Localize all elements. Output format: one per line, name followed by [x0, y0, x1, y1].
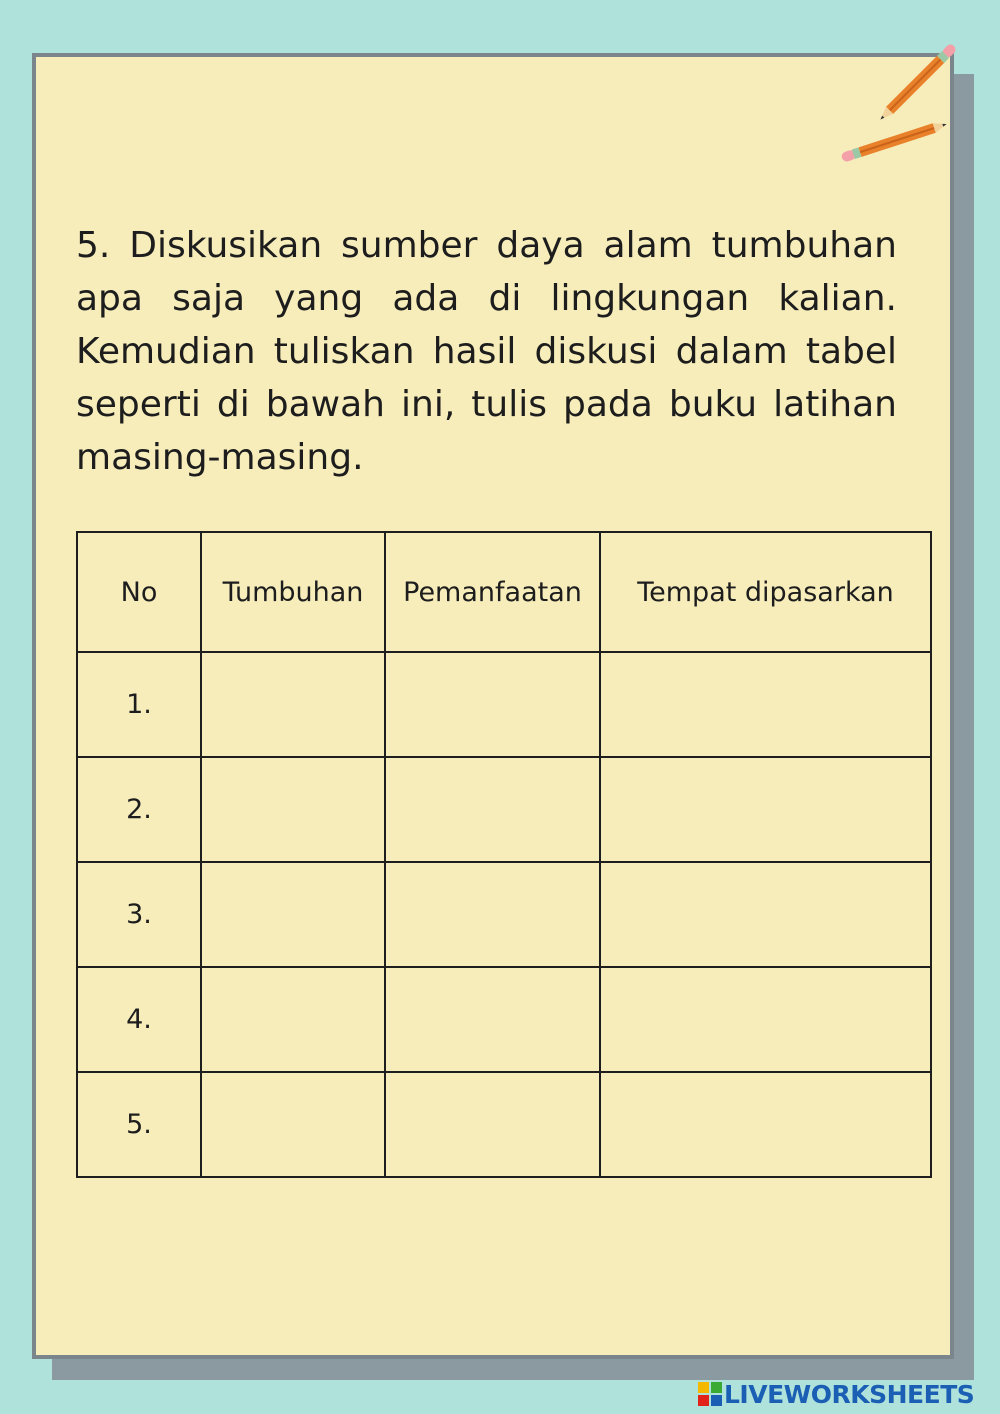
header-tumbuhan: Tumbuhan — [201, 532, 385, 652]
tempat-cell[interactable] — [600, 967, 931, 1072]
row-number: 3. — [77, 862, 201, 967]
row-number: 1. — [77, 652, 201, 757]
tumbuhan-cell[interactable] — [201, 862, 385, 967]
tumbuhan-cell[interactable] — [201, 757, 385, 862]
pencils-icon — [832, 36, 962, 166]
table-row — [77, 1072, 931, 1177]
table-row — [77, 652, 931, 757]
table-row — [77, 862, 931, 967]
pemanfaatan-cell[interactable] — [385, 757, 600, 862]
question-text: 5. Diskusikan sumber daya alam tumbuhan apa saja yang ada di lingkungan kalian. Kemudian tuliskan hasil diskusi dalam tabel seperti di bawah ini, tulis pada buku latihan masing-masing. — [76, 225, 897, 478]
row-number: 2. — [77, 757, 201, 862]
tumbuhan-cell[interactable] — [201, 652, 385, 757]
tempat-cell[interactable] — [600, 1072, 931, 1177]
pemanfaatan-cell[interactable] — [385, 1072, 600, 1177]
header-tempat-dipasarkan: Tempat dipasarkan — [600, 532, 931, 652]
header-pemanfaatan: Pemanfaatan — [385, 532, 600, 652]
watermark-text: LIVEWORKSHEETS — [724, 1379, 975, 1409]
row-number: 4. — [77, 967, 201, 1072]
tumbuhan-cell[interactable] — [201, 1072, 385, 1177]
table-row — [77, 967, 931, 1072]
table-row — [77, 757, 931, 862]
answer-table — [76, 531, 932, 1178]
tumbuhan-cell[interactable] — [201, 967, 385, 1072]
pemanfaatan-cell[interactable] — [385, 862, 600, 967]
tempat-cell[interactable] — [600, 652, 931, 757]
pemanfaatan-cell[interactable] — [385, 967, 600, 1072]
header-no: No — [77, 532, 201, 652]
pemanfaatan-cell[interactable] — [385, 652, 600, 757]
row-number: 5. — [77, 1072, 201, 1177]
tempat-cell[interactable] — [600, 862, 931, 967]
table-header-row — [77, 532, 931, 652]
liveworksheets-logo-icon — [698, 1382, 722, 1406]
liveworksheets-logo — [698, 1380, 974, 1408]
tempat-cell[interactable] — [600, 757, 931, 862]
